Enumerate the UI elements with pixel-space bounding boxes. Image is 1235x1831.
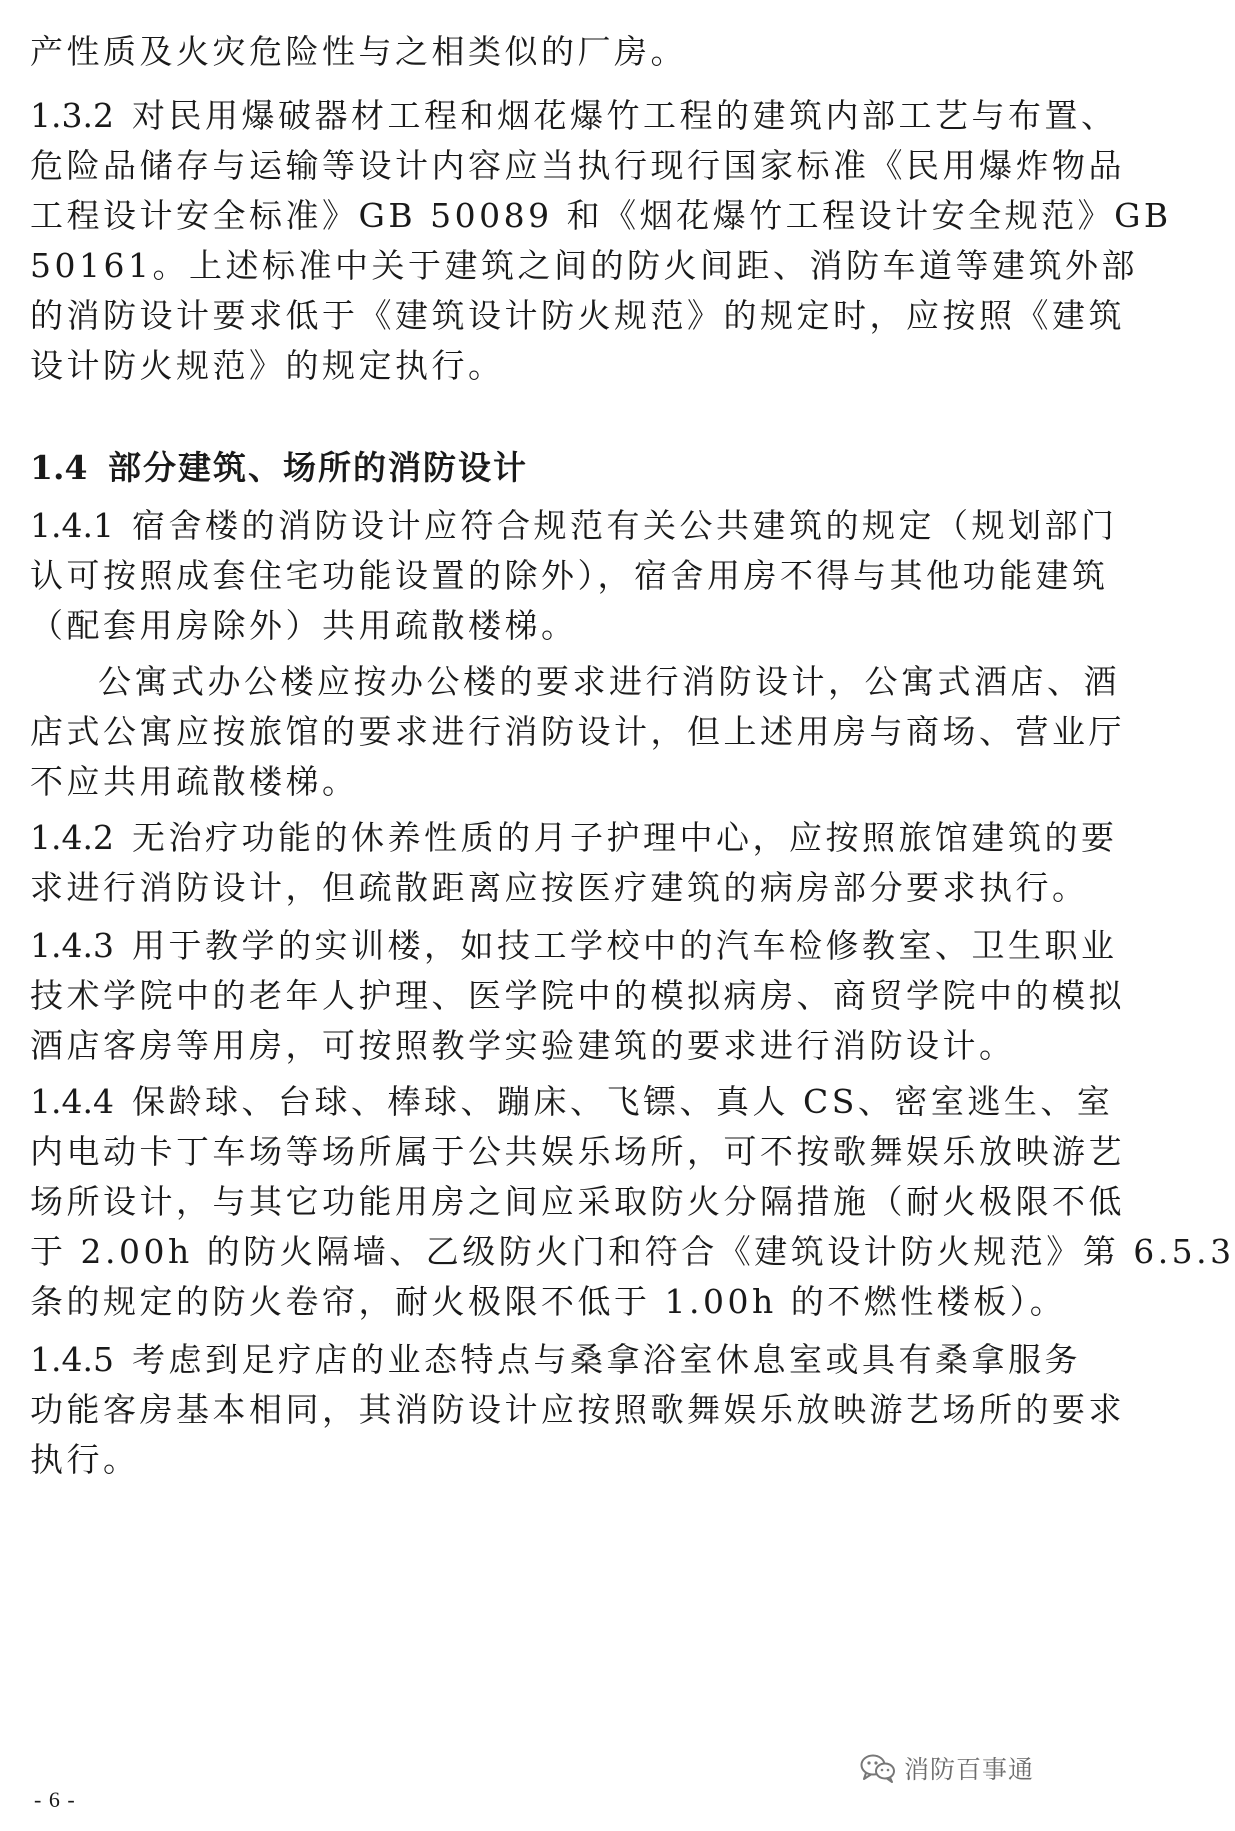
text-line (30, 296, 1125, 336)
section-heading-1-4 (30, 448, 1052, 488)
text-line (30, 1026, 1052, 1066)
clause-number: 1.4.4 (30, 1082, 114, 1121)
clause-number: 1.4.2 (30, 818, 114, 857)
line-text: 公寓式办公楼应按办公楼的要求进行消防设计，公寓式酒店、酒 (98, 662, 1120, 701)
text-line (30, 606, 1052, 646)
text-line (30, 1390, 1125, 1430)
clause-number: 1.4.5 (30, 1340, 114, 1379)
text-line (30, 712, 1125, 752)
line-text: 的消防设计要求低于《建筑设计防火规范》的规定时，应按照《建筑 (30, 296, 1125, 335)
line-text: 对民用爆破器材工程和烟花爆竹工程的建筑内部工艺与布置、 (132, 96, 1118, 135)
clause-number: 1.4.3 (30, 926, 114, 965)
line-text: 产性质及火灾危险性与之相类似的厂房。 (30, 32, 687, 71)
line-text: 酒店客房等用房，可按照教学实验建筑的要求进行消防设计。 (30, 1026, 1016, 1065)
text-line (30, 868, 1089, 908)
line-text: 认可按照成套住宅功能设置的除外），宿舍用房不得与其他功能建筑 (30, 556, 1109, 595)
text-line (30, 1232, 1235, 1272)
line-text: 无治疗功能的休养性质的月子护理中心，应按照旅馆建筑的要 (132, 818, 1118, 857)
line-text: 设计防火规范》的规定执行。 (30, 346, 505, 385)
line-text: 内电动卡丁车场等场所属于公共娱乐场所，可不按歌舞娱乐放映游艺 (30, 1132, 1125, 1171)
wechat-icon (860, 1753, 896, 1783)
line-text: 技术学院中的老年人护理、医学院中的模拟病房、商贸学院中的模拟 (30, 976, 1125, 1015)
line-text: 不应共用疏散楼梯。 (30, 762, 359, 801)
line-text: 宿舍楼的消防设计应符合规范有关公共建筑的规定（规划部门 (132, 506, 1118, 545)
line-text: 功能客房基本相同，其消防设计应按照歌舞娱乐放映游艺场所的要求 (30, 1390, 1125, 1429)
line-text: 工程设计安全标准》GB 50089 和《烟花爆竹工程设计安全规范》GB (30, 196, 1172, 235)
clause-number: 1.4.1 (30, 506, 114, 545)
line-text: 危险品储存与运输等设计内容应当执行现行国家标准《民用爆炸物品 (30, 146, 1125, 185)
clause-1-4-4 (30, 1082, 1114, 1122)
line-text: 50161。上述标准中关于建筑之间的防火间距、消防车道等建筑外部 (30, 246, 1138, 285)
line-text: 场所设计，与其它功能用房之间应采取防火分隔措施（耐火极限不低 (30, 1182, 1125, 1221)
clause-1-3-2 (30, 96, 1118, 136)
section-number: 1.4 (30, 448, 88, 487)
text-line (30, 1282, 1067, 1322)
line-text: 考虑到足疗店的业态特点与桑拿浴室休息室或具有桑拿服务 (132, 1340, 1081, 1379)
text-line (30, 1182, 1125, 1222)
line-text: 用于教学的实训楼，如技工学校中的汽车检修教室、卫生职业 (132, 926, 1118, 965)
section-title: 部分建筑、场所的消防设计 (108, 448, 528, 487)
line-text: 求进行消防设计，但疏散距离应按医疗建筑的病房部分要求执行。 (30, 868, 1089, 907)
clause-1-4-1 (30, 506, 1118, 546)
watermark-text: 消防百事通 (904, 1755, 1035, 1784)
text-line (30, 32, 1052, 72)
line-text: 店式公寓应按旅馆的要求进行消防设计，但上述用房与商场、营业厅 (30, 712, 1125, 751)
page-number: - 6 - (34, 1787, 76, 1812)
line-text: 条的规定的防火卷帘，耐火极限不低于 1.00h 的不燃性楼板）。 (30, 1282, 1067, 1321)
text-line (30, 246, 1138, 286)
clause-1-4-2 (30, 818, 1118, 858)
clause-1-4-5 (30, 1340, 1081, 1380)
text-line (30, 346, 1052, 386)
watermark (860, 1750, 1034, 1786)
line-text: 于 2.00h 的防火隔墙、乙级防火门和符合《建筑设计防火规范》第 6.5.3 (30, 1232, 1235, 1271)
text-line (30, 556, 1109, 596)
text-line (30, 146, 1125, 186)
line-text: （配套用房除外）共用疏散楼梯。 (30, 606, 578, 645)
text-line (30, 762, 1052, 802)
text-line (30, 1440, 1052, 1480)
paragraph-apartment (98, 662, 1120, 702)
line-text: 执行。 (30, 1440, 140, 1479)
clause-1-4-3 (30, 926, 1118, 966)
line-text: 保龄球、台球、棒球、蹦床、飞镖、真人 CS、密室逃生、室 (132, 1082, 1114, 1121)
text-line (30, 196, 1172, 236)
clause-number: 1.3.2 (30, 96, 114, 135)
text-line (30, 976, 1125, 1016)
text-line (30, 1132, 1125, 1172)
